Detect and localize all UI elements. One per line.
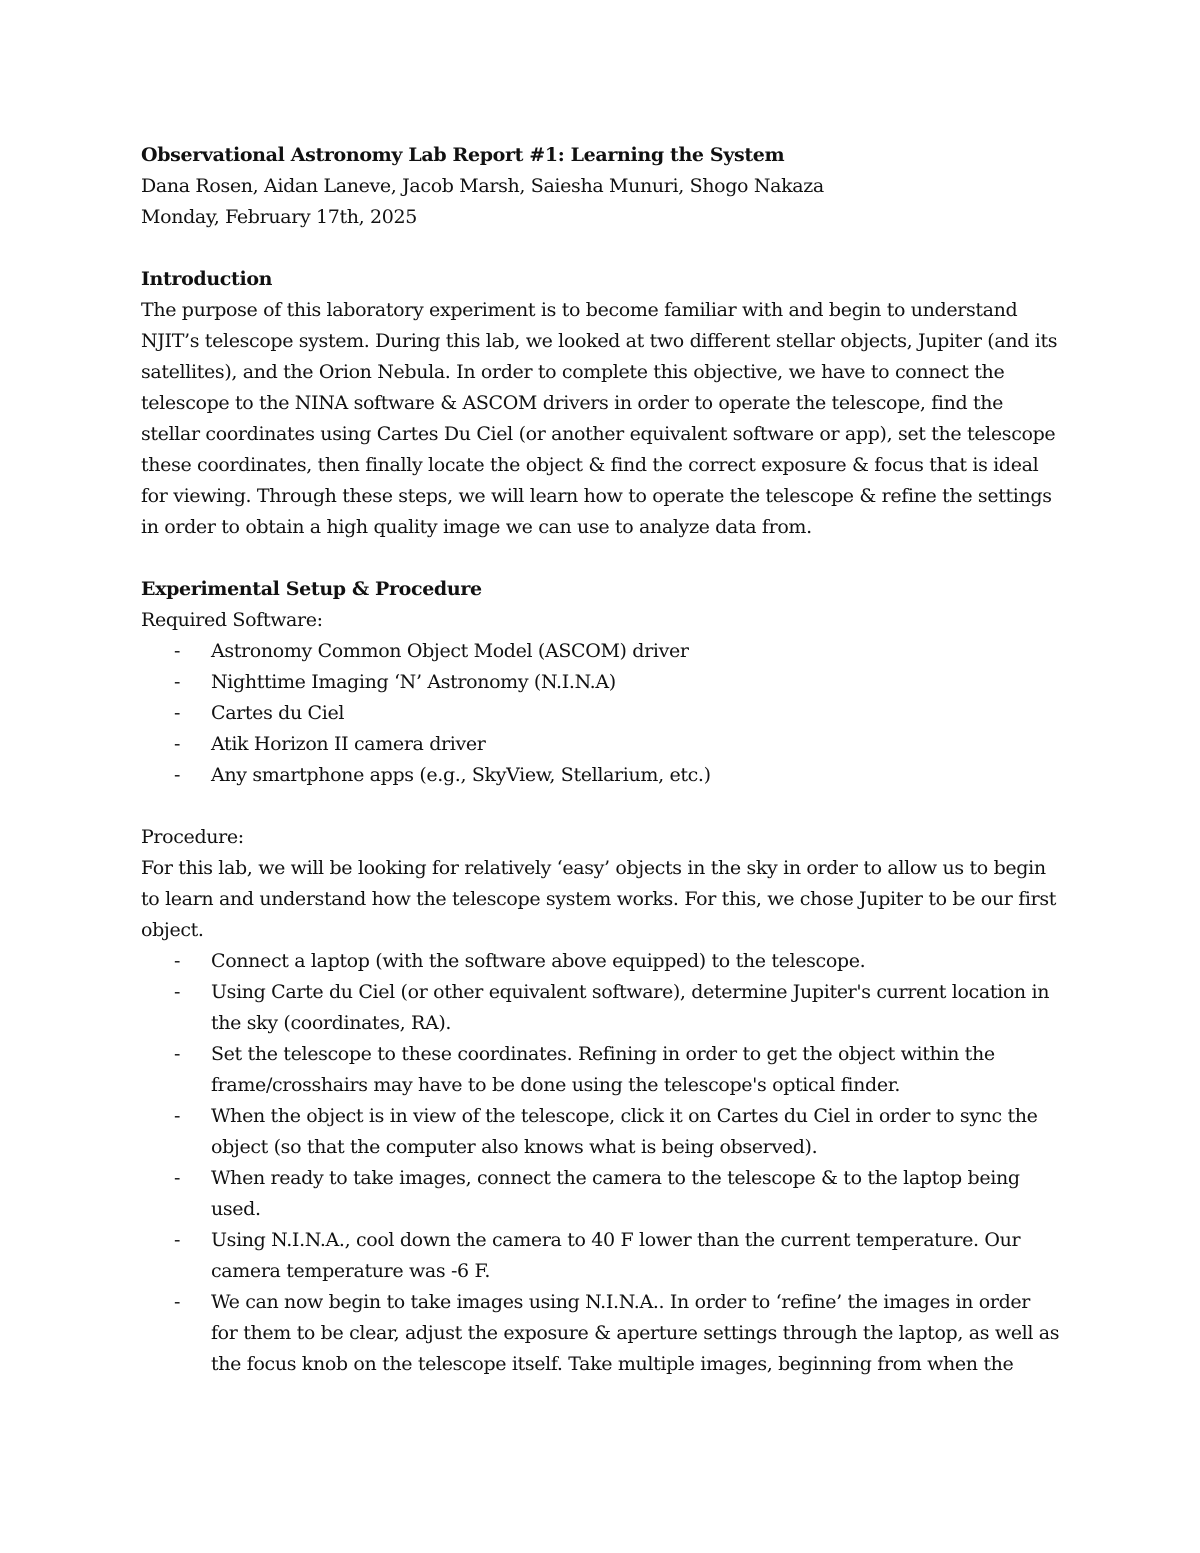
bullet-dash: - [174, 671, 181, 693]
procedure-label: Procedure: [141, 826, 244, 848]
setup-heading: Experimental Setup & Procedure [141, 578, 482, 600]
list-item-text: Atik Horizon II camera driver [211, 733, 486, 755]
software-list [141, 636, 1061, 791]
list-item [141, 729, 1061, 760]
list-item-text: When ready to take images, connect the camera to the telescope & to the laptop being used. [211, 1167, 1020, 1220]
list-item-text: Nighttime Imaging ‘N’ Astronomy (N.I.N.A) [211, 671, 616, 693]
introduction-heading: Introduction [141, 268, 273, 290]
bullet-dash: - [174, 733, 181, 755]
list-item [141, 1039, 1061, 1101]
list-item [141, 1101, 1061, 1163]
bullet-dash: - [174, 981, 181, 1003]
bullet-dash: - [174, 702, 181, 724]
list-item [141, 667, 1061, 698]
spacer [141, 791, 1061, 822]
list-item [141, 1163, 1061, 1225]
list-item-text: Connect a laptop (with the software above equipped) to the telescope. [211, 950, 866, 972]
spacer [141, 233, 1061, 264]
bullet-dash: - [174, 1229, 181, 1251]
procedure-steps [141, 946, 1061, 1380]
bullet-dash: - [174, 950, 181, 972]
document-content [141, 140, 1061, 1380]
list-item-text: When the object is in view of the telescope, click it on Cartes du Ciel in order to sync the object (so that the computer also knows what is being observed). [211, 1105, 1038, 1158]
list-item-text: We can now begin to take images using N.I.N.A.. In order to ‘refine’ the images in order for them to be clear, adjust the exposure & aperture settings through the laptop, as well as the focus knob on the telescope itself. Take multiple images, beginning from when the [211, 1291, 1060, 1375]
list-item-text: Set the telescope to these coordinates. Refining in order to get the object within the frame/crosshairs may have to be done using the telescope's optical finder. [211, 1043, 995, 1096]
bullet-dash: - [174, 640, 181, 662]
spacer [141, 543, 1061, 574]
bullet-dash: - [174, 764, 181, 786]
report-date: Monday, February 17th, 2025 [141, 206, 417, 228]
list-item-text: Using Carte du Ciel (or other equivalent software), determine Jupiter's current location in the sky (coordinates, RA). [211, 981, 1050, 1034]
list-item [141, 698, 1061, 729]
bullet-dash: - [174, 1167, 181, 1189]
list-item-text: Astronomy Common Object Model (ASCOM) driver [211, 640, 689, 662]
introduction-paragraph: The purpose of this laboratory experiment is to become familiar with and begin to understand NJIT’s telescope system. During this lab, we looked at two different stellar objects, Jupiter (and its satellites), and the Orion Nebula. In order to complete this objective, we have to connect the telescope to the NINA software & ASCOM drivers in order to operate the telescope, find the stellar coordinates using Cartes Du Ciel (or another equivalent software or app), set the telescope these coordinates, then finally locate the object & find the correct exposure & focus that is ideal for viewing. Through these steps, we will learn how to operate the telescope & refine the settings in order to obtain a high quality image we can use to analyze data from. [141, 299, 1058, 538]
list-item [141, 760, 1061, 791]
list-item [141, 636, 1061, 667]
list-item [141, 1225, 1061, 1287]
bullet-dash: - [174, 1043, 181, 1065]
report-title: Observational Astronomy Lab Report #1: Learning the System [141, 144, 785, 166]
list-item-text: Cartes du Ciel [211, 702, 345, 724]
author-list: Dana Rosen, Aidan Laneve, Jacob Marsh, Saiesha Munuri, Shogo Nakaza [141, 175, 824, 197]
bullet-dash: - [174, 1105, 181, 1127]
bullet-dash: - [174, 1291, 181, 1313]
list-item-text: Any smartphone apps (e.g., SkyView, Stellarium, etc.) [211, 764, 711, 786]
list-item [141, 1287, 1061, 1380]
software-label: Required Software: [141, 609, 323, 631]
list-item [141, 977, 1061, 1039]
list-item-text: Using N.I.N.A., cool down the camera to 40 F lower than the current temperature. Our camera temperature was -6 F. [211, 1229, 1021, 1282]
list-item [141, 946, 1061, 977]
procedure-intro: For this lab, we will be looking for relatively ‘easy’ objects in the sky in order to allow us to begin to learn and understand how the telescope system works. For this, we chose Jupiter to be our first object. [141, 857, 1057, 941]
